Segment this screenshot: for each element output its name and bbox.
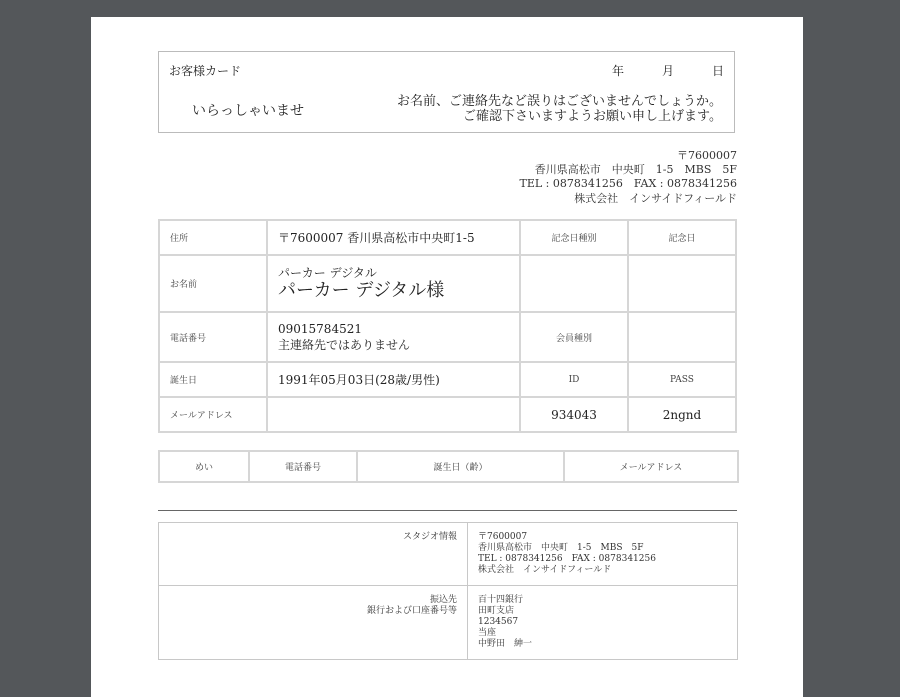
address-label: 住所	[159, 220, 267, 255]
date-month: 月	[661, 64, 674, 78]
birthday-value: 1991年05月03日(28歳/男性)	[267, 362, 520, 397]
id-value: 934043	[520, 397, 628, 432]
bank-line: 1234567	[478, 617, 519, 627]
message-line-1: お名前、ご連絡先など誤りはございませんでしょうか。	[396, 94, 722, 109]
bank-line: 百十四銀行	[478, 595, 524, 605]
customer-card-header	[158, 51, 735, 133]
email-label: メールアドレス	[159, 397, 267, 432]
document-page	[91, 17, 803, 697]
date-year: 年	[611, 64, 624, 78]
message-line-2: ご確認下さいますようお願い申し上げます。	[463, 109, 722, 124]
section-divider	[158, 510, 737, 511]
address-value: 〒7600007 香川県高松市中央町1-5	[267, 220, 520, 255]
family-birthday-header: 誕生日（齢）	[357, 451, 564, 482]
bank-line: 田町支店	[478, 606, 515, 616]
bank-line: 中野田 紳一	[478, 639, 533, 649]
id-label: ID	[520, 362, 628, 397]
family-name-header: めい	[159, 451, 249, 482]
studio-info-label: スタジオ情報	[159, 523, 468, 586]
studio-info-line: 株式会社 インサイドフィールド	[478, 565, 612, 575]
bank-label-line2: 銀行および口座番号等	[366, 606, 457, 616]
table-row	[159, 220, 736, 255]
table-row	[159, 451, 738, 482]
table-row	[159, 312, 736, 362]
phone-cell	[267, 312, 520, 362]
confirmation-message	[397, 94, 722, 124]
studio-info-line: 〒7600007	[478, 532, 528, 542]
table-row	[159, 397, 736, 432]
table-row	[159, 362, 736, 397]
pass-label: PASS	[628, 362, 736, 397]
phone-number: 09015784521	[278, 321, 362, 336]
studio-address: 香川県高松市 中央町 1-5 MBS 5F	[534, 163, 737, 177]
studio-info-line: TEL : 0878341256 FAX : 0878341256	[478, 554, 656, 564]
bank-label	[159, 586, 468, 660]
family-phone-header: 電話番号	[249, 451, 357, 482]
member-type-label: 会員種別	[520, 312, 628, 362]
customer-info-table	[158, 219, 737, 433]
birthday-label: 誕生日	[159, 362, 267, 397]
anniversary-label: 記念日	[628, 220, 736, 255]
bank-label-line1: 振込先	[429, 595, 457, 605]
pass-value: 2ngnd	[628, 397, 736, 432]
card-title: お客様カード	[169, 64, 242, 78]
welcome-text: いらっしゃいませ	[192, 103, 304, 119]
family-table	[158, 450, 739, 483]
studio-info-value	[468, 523, 738, 586]
table-row	[159, 523, 738, 586]
anniversary-type-value	[520, 255, 628, 312]
anniversary-value	[628, 255, 736, 312]
phone-note: 主連絡先ではありません	[278, 337, 411, 352]
member-type-value	[628, 312, 736, 362]
email-value	[267, 397, 520, 432]
bank-value	[468, 586, 738, 660]
name-kana: パーカー デジタル	[278, 265, 377, 280]
date-fields	[612, 62, 724, 79]
studio-phone: TEL : 0878341256 FAX : 0878341256	[519, 177, 737, 191]
studio-company: 株式会社 インサイドフィールド	[574, 191, 737, 205]
bank-line: 当座	[478, 628, 497, 638]
anniversary-type-label: 記念日種別	[520, 220, 628, 255]
studio-postal: 〒7600007	[677, 149, 737, 162]
phone-label: 電話番号	[159, 312, 267, 362]
studio-address-block	[520, 149, 738, 206]
date-day: 日	[711, 64, 724, 78]
table-row	[159, 255, 736, 312]
family-email-header: メールアドレス	[564, 451, 738, 482]
table-row	[159, 586, 738, 660]
name-label: お名前	[159, 255, 267, 312]
studio-info-table	[158, 522, 738, 660]
customer-name: パーカー デジタル様	[278, 279, 445, 301]
studio-info-line: 香川県高松市 中央町 1-5 MBS 5F	[478, 543, 644, 553]
name-cell	[267, 255, 520, 312]
